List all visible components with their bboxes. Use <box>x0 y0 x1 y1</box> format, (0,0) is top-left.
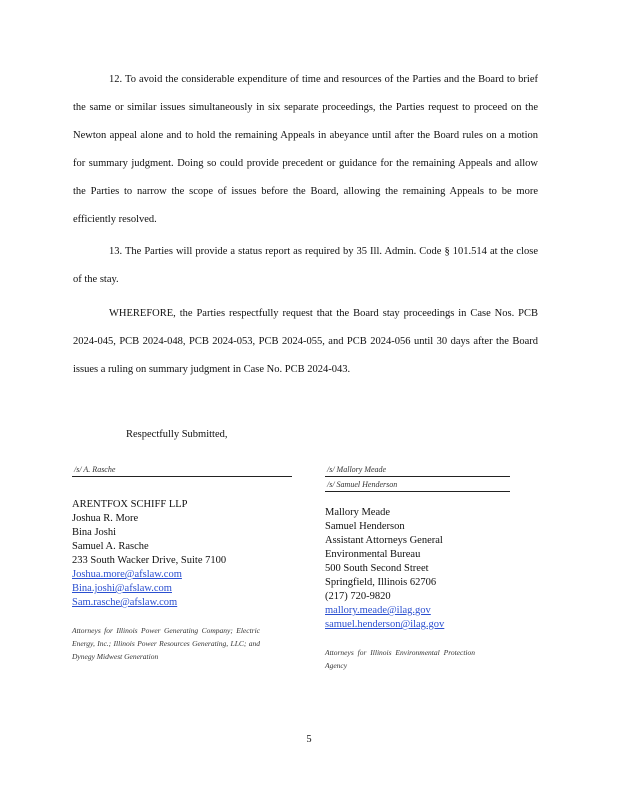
email-link[interactable]: samuel.henderson@ilag.gov <box>325 619 445 630</box>
attorney-name: Joshua R. More <box>72 513 139 524</box>
paragraph-12: 12. To avoid the considerable expenditure of time and resources of the Parties and the Board to brief the same or similar issues simultaneously in six separate proceedings, the Parties request to proceed on the Newton appeal alone and to hold the remaining Appeals in abeyance until after the Board rules on a motion for summary judgment. Doing so could provide precedent or guidance for the remaining Appeals and allow the Parties to narrow the scope of issues before the Board, allowing the remaining Appeals to be more efficiently resolved. <box>73 74 538 225</box>
email-link[interactable]: mallory.meade@ilag.gov <box>325 605 431 616</box>
email-link[interactable]: Bina.joshi@afslaw.com <box>72 583 172 594</box>
attorney-name: Bina Joshi <box>72 527 117 538</box>
paragraph-13: 13. The Parties will provide a status report as required by 35 Ill. Admin. Code § 101.514 at the close of the stay. <box>73 246 538 285</box>
wherefore-paragraph: WHEREFORE, the Parties respectfully request that the Board stay proceedings in Case Nos. PCB 2024-045, PCB 2024-048, PCB 2024-053, PCB 2024-055, and PCB 2024-056 until 30 days after the Board issues a ruling on summary judgment in Case No. PCB 2024-043. <box>73 308 538 375</box>
counsel-line: Springfield, Illinois 62706 <box>325 577 437 588</box>
firm-address: 233 South Wacker Drive, Suite 7100 <box>72 555 227 566</box>
counsel-line: Assistant Attorneys General <box>325 535 443 546</box>
counsel-line: Mallory Meade <box>325 507 391 518</box>
counsel-block-left <box>72 498 226 610</box>
counsel-representation-note-left: Attorneys for Illinois Power Generating Company; Electric Energy, Inc.; Illinois Power Resources Generating, LLC; and Dynegy Midwest Generation <box>72 626 260 661</box>
signature-line-meade: /s/ Mallory Meade <box>325 464 510 477</box>
counsel-representation-note-right: Attorneys for Illinois Environmental Protection Agency <box>325 648 475 670</box>
counsel-phone: (217) 720-9820 <box>325 591 391 602</box>
signature-line-henderson: /s/ Samuel Henderson <box>325 479 510 492</box>
counsel-line: 500 South Second Street <box>325 563 429 574</box>
email-link[interactable]: Sam.rasche@afslaw.com <box>72 597 178 608</box>
counsel-block-right <box>325 506 443 632</box>
attorney-name: Samuel A. Rasche <box>72 541 149 552</box>
counsel-line: Environmental Bureau <box>325 549 421 560</box>
signature-line-rasche: /s/ A. Rasche <box>72 464 292 477</box>
page-number: 5 <box>306 734 312 745</box>
closing-salutation: Respectfully Submitted, <box>126 429 228 440</box>
counsel-line: Samuel Henderson <box>325 521 405 532</box>
email-link[interactable]: Joshua.more@afslaw.com <box>72 569 182 580</box>
firm-name: ARENTFOX SCHIFF LLP <box>72 499 188 510</box>
